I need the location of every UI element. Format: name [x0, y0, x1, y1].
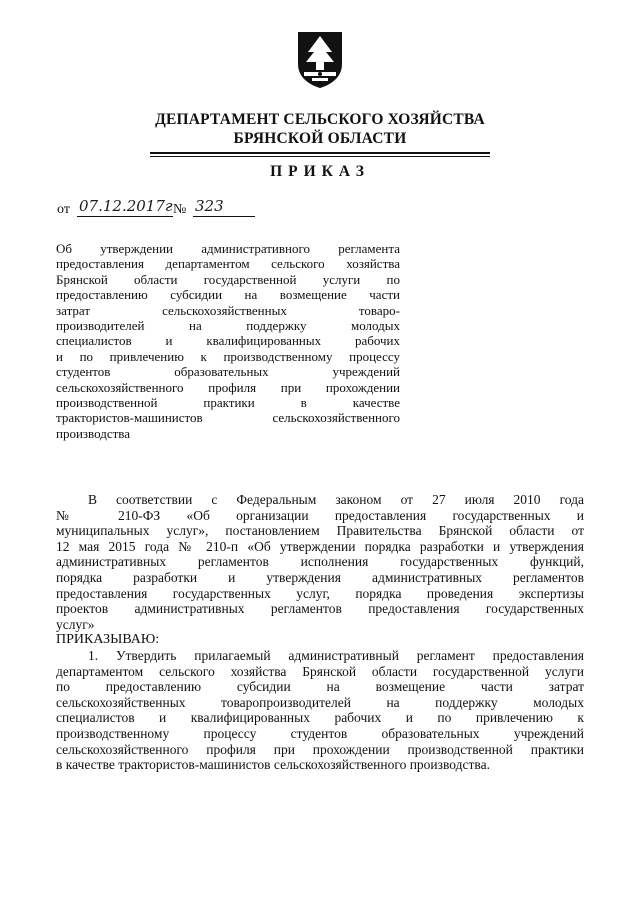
subject-line: студентов образовательных учреждений — [56, 364, 400, 380]
subject-line: Брянской области государственной услуги по — [56, 271, 400, 287]
item-1-line: департаментом сельского хозяйства Брянской области государственной услуги — [56, 663, 584, 679]
item-1-line: сельскохозяйственного профиля при прохождении производственной практики — [56, 741, 584, 757]
subject-line: производственной практики в качестве — [56, 394, 400, 410]
department-name — [150, 110, 490, 148]
order-subject — [56, 241, 400, 441]
item-1-line: специалистов и квалифицированных рабочих и по привлечению к — [56, 710, 584, 726]
preamble-line: услуг» — [56, 616, 95, 632]
item-1-line: по предоставлению субсидии на возмещение части затрат — [56, 679, 584, 695]
item-1-line: 1. Утвердить прилагаемый административный регламент предоставления — [88, 647, 584, 663]
coat-of-arms-icon — [294, 28, 346, 90]
preamble-line: муниципальных услуг», постановлением Правительства Брянской области от — [56, 523, 584, 539]
subject-line: производства — [56, 425, 131, 441]
preamble-line: порядка разработки и утверждения административных регламентов — [56, 569, 584, 585]
header-rule-thin — [150, 156, 490, 157]
subject-line: затрат сельскохозяйственных товаро- — [56, 302, 400, 318]
item-1-line: сельскохозяйственных товаропроизводителей на поддержку молодых — [56, 694, 584, 710]
date-prefix: от — [57, 202, 70, 217]
subject-line: Об утверждении административного регламента — [56, 241, 400, 256]
preamble-line: В соответствии с Федеральным законом от 27 июля 2010 года — [88, 492, 584, 507]
subject-line: предоставлению субсидии на возмещение части — [56, 287, 400, 303]
preamble-line: предоставления государственных услуг, порядка проведения экспертизы — [56, 585, 584, 601]
department-name-line1: ДЕПАРТАМЕНТ СЕЛЬСКОГО ХОЗЯЙСТВА — [155, 111, 485, 128]
order-body — [56, 492, 584, 773]
preamble-line: административных регламентов исполнения государственных функций, — [56, 554, 584, 570]
number-prefix: № — [173, 202, 187, 217]
item-1-line: производственному процессу студентов образовательных учреждений — [56, 725, 584, 741]
command-heading: ПРИКАЗЫВАЮ: — [56, 632, 160, 648]
item-1-line: в качестве трактористов-машинистов сельскохозяйственного производства. — [56, 757, 490, 773]
subject-line: предоставления департаментом сельского хозяйства — [56, 256, 400, 272]
header-rule-thick — [150, 152, 490, 154]
preamble-line: 12 мая 2015 года № 210-п «Об утверждении порядка разработки и утверждения — [56, 538, 584, 554]
subject-line: сельскохозяйственного профиля при прохождении — [56, 379, 400, 395]
subject-line: специалистов и квалифицированных рабочих — [56, 333, 400, 349]
document-title: ПРИКАЗ — [270, 163, 370, 180]
handwritten-date: 07.12.2017г — [79, 197, 173, 215]
preamble-line: № 210-ФЗ «Об организации предоставления государственных и — [56, 507, 584, 523]
preamble-line: проектов административных регламентов предоставления государственных — [56, 601, 584, 617]
subject-line: и по привлечению к производственному процессу — [56, 348, 400, 364]
handwritten-number: 323 — [193, 196, 255, 217]
department-name-line2: БРЯНСКОЙ ОБЛАСТИ — [233, 130, 407, 147]
subject-line: трактористов-машинистов сельскохозяйственного — [56, 410, 400, 426]
subject-line: производителей на поддержку молодых — [56, 317, 400, 333]
